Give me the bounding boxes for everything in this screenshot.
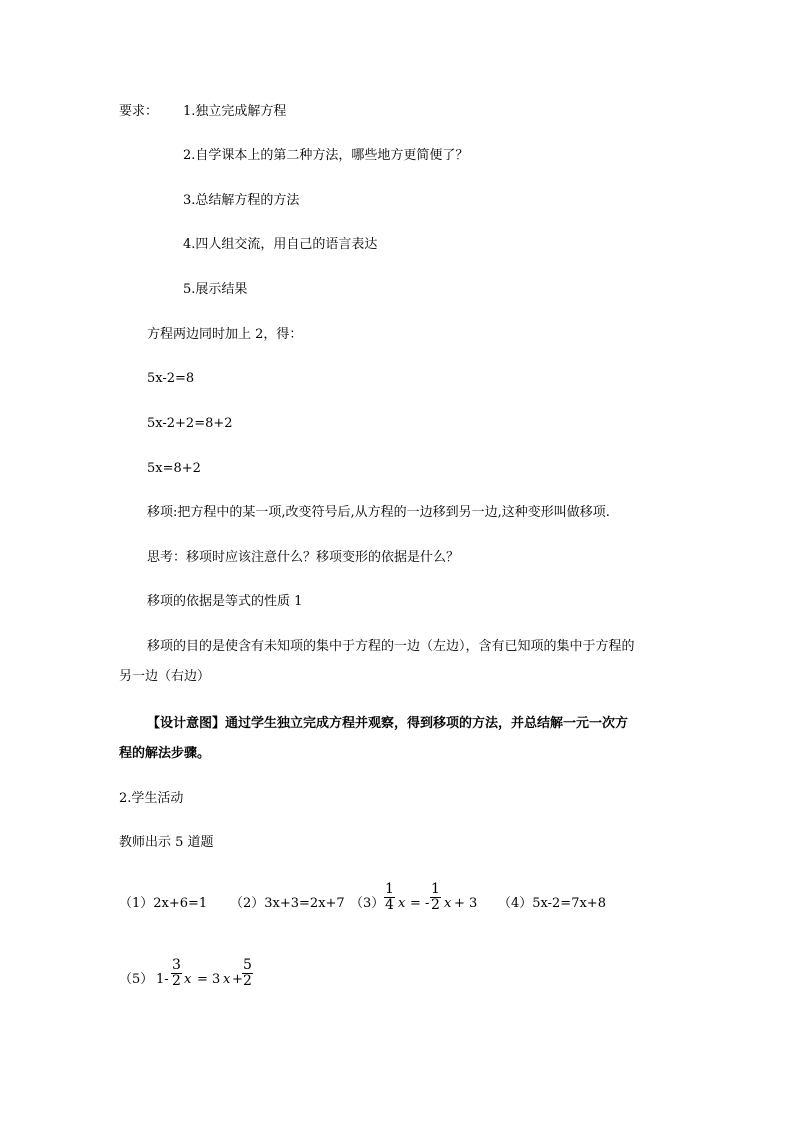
problem-5-variable: x [223,972,231,987]
purpose-line-1: 移项的目的是使含有未知项的集中于方程的一边（左边），含有已知项的集中于方程的 [147,639,635,654]
requirement-item-1: 1.独立完成解方程 [183,104,287,119]
requirement-item-3: 3.总结解方程的方法 [183,193,300,208]
problem-5-plus: + [232,972,243,987]
equation-2: 5x-2+2=8+2 [147,416,233,431]
design-intent-line-1: 【设计意图】通过学生独立完成方程并观察，得到移项的方法，并总结解一元一次方 [147,716,629,731]
problem-2: （2）3x+3=2x+7 [230,896,345,911]
fraction-denominator: 4 [385,897,394,913]
requirement-item-4: 4.四人组交流，用自己的语言表达 [183,237,378,252]
teacher-line: 教师出示 5 道题 [119,835,214,850]
intro-line: 方程两边同时加上 2，得： [147,327,303,342]
problem-4: （4）5x-2=7x+8 [498,896,606,911]
problem-5-lead: 1- [156,972,169,987]
problem-3-fraction-1 [384,882,395,913]
definition-text: 移项:把方程中的某一项,改变符号后,从方程的一边移到另一边,这种变形叫做移项. [147,505,610,520]
problem-5-fraction-2 [242,958,253,989]
purpose-line-2: 另一边（右边） [119,669,211,684]
problem-3-variable: x [398,896,406,911]
problem-3-tail: + 3 [454,896,478,911]
problem-1: （1）2x+6=1 [119,896,208,911]
fraction-numerator: 3 [172,957,181,973]
fraction-numerator: 1 [385,881,394,897]
problem-3-fraction-2 [430,882,441,913]
fraction-numerator: 1 [431,881,440,897]
design-intent-line-2: 程的解法步骤。 [119,746,211,761]
problem-3-variable: x [444,896,452,911]
question-text: 思考：移项时应该注意什么？移项变形的依据是什么？ [147,550,460,565]
requirement-item-5: 5.展示结果 [183,282,248,297]
fraction-denominator: 2 [431,897,440,913]
problem-5-label: （5） [119,972,154,987]
problem-5-fraction-1 [171,958,182,989]
requirements-label: 要求： [119,104,159,119]
fraction-denominator: 2 [243,973,252,989]
problem-5-variable: x [184,972,192,987]
equation-1: 5x-2=8 [147,371,195,386]
problem-3-equals: = - [410,896,430,911]
section-title: 2.学生活动 [119,791,184,806]
requirement-item-2: 2.自学课本上的第二种方法，哪些地方更简便了？ [183,148,469,163]
fraction-numerator: 5 [243,957,252,973]
problem-3-label: （3） [350,896,385,911]
equation-3: 5x=8+2 [147,461,201,476]
fraction-denominator: 2 [172,973,181,989]
problem-5-mid: = 3 [197,972,221,987]
basis-text: 移项的依据是等式的性质 1 [147,594,303,609]
